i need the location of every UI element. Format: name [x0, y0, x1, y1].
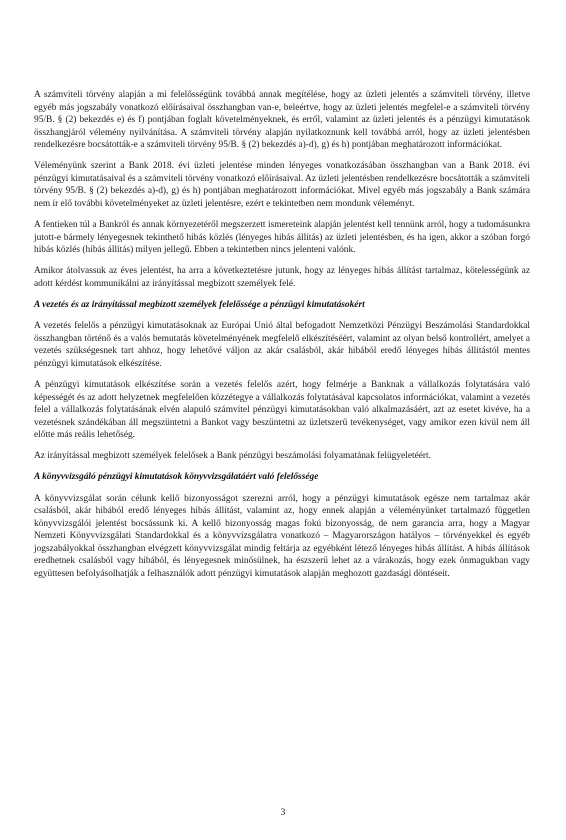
- paragraph-auditor-responsibility-business-report: A számviteli törvény alapján a mi felelősségünk továbbá annak megítélése, hogy az üzleti jelentés a számviteli törvény, illetve egyéb más jogszabály vonatkozó előírásaival összhangban van-e, beleértve, hogy az üzleti jelentés megfelel-e a számviteli törvény 95/B. § (2) bekezdés e) és f) pontjában foglalt követelményeknek, és erről, valamint az üzleti jelentés és a pénzügyi kimutatások összhangjáról vélemény nyilvánítása. A számviteli törvény alapján nyilatkoznunk kell továbbá arról, hogy az üzleti jelentésben rendelkezésre bocsátották-e a számviteli törvény 95/B. § (2) bekezdés a)-d), g) és h) pontjában meghatározott információkat.: [34, 90, 530, 151]
- heading-auditor-responsibility: A könyvvizsgáló pénzügyi kimutatások könyvvizsgálatáért való felelőssége: [34, 472, 319, 483]
- heading-management-responsibility: A vezetés és az irányítással megbízott személyek felelőssége a pénzügyi kimutatásokért: [34, 300, 365, 311]
- paragraph-opinion-business-report: Véleményünk szerint a Bank 2018. évi üzleti jelentése minden lényeges vonatkozásában összhangban van a Bank 2018. évi pénzügyi kimutatásaival és a számviteli törvény vonatkozó előírásaival. Az üzleti jelentésben rendelkezésre bocsátották a számviteli törvény 95/B. § (2) bekezdés a)-d), g) és h) pontjában meghatározott információkat. Mivel egyéb más jogszabály a Bank számára nem ír elő további követelményeket az üzleti jelentésre, ezért e tekintetben nem mondunk véleményt.: [34, 161, 530, 209]
- paragraph-management-ifrs: A vezetés felelős a pénzügyi kimutatásoknak az Európai Unió által befogadott Nemzetközi Pénzügyi Beszámolási Standardokkal összhangban történő és a valós bemutatás követelményének megfelelő elkészítéséért, valamint az olyan belső kontrollért, amelyet a vezetés szükségesnek tart ahhoz, hogy lehetővé váljon az akár csalásból, akár hibából eredő lényeges hibás állítástól mentes pénzügyi kimutatások elkészítése.: [34, 321, 530, 369]
- paragraph-going-concern: A pénzügyi kimutatások elkészítése során a vezetés felelős azért, hogy felmérje a Banknak a vállalkozás folytatására való képességét és az adott helyzetnek megfelelően közzétegye a vállalkozás folytatásával kapcsolatos információkat, valamint a vezetés felel a vállalkozás folytatásának elvén alapuló számvitel pénzügyi kimutatásokban való alkalmazásáért, azt az esetet kivéve, ha a vezetésnek szándékában áll megszüntetni a Bankot vagy beszüntetni az üzletszerű tevékenységet, vagy amikor ezen kívül nem áll előtte más reális lehetőség.: [34, 379, 530, 441]
- paragraph-reasonable-assurance: A könyvvizsgálat során célunk kellő bizonyosságot szerezni arról, hogy a pénzügyi kimutatások egésze nem tartalmaz akár csalásból, akár hibából eredő lényeges hibás állítást, valamint az, hogy ennek alapján a véleményünket tartalmazó független könyvvizsgálói jelentést bocsássunk ki. A kellő bizonyosság magas fokú bizonyosság, de nem garancia arra, hogy a Magyar Nemzeti Könyvvizsgálati Standardokkal és a könyvvizsgálatra vonatkozó – Magyarországon hatályos – törvényekkel és egyéb jogszabályokkal összhangban elvégzett könyvvizsgálat mindig feltárja az egyébként létező lényeges hibás állítást. A hibás állítások eredhetnek csalásból vagy hibából, és lényegesnek minősülnek, ha észszerű lehet az a várakozás, hogy ezek önmagukban vagy együttesen befolyásolhatják a felhasználók adott pénzügyi kimutatások alapján meghozott gazdasági döntéseit.: [34, 493, 530, 579]
- paragraph-governance-oversight: Az irányítással megbízott személyek felelősek a Bank pénzügyi beszámolási folyamatának felügyeletéért.: [34, 451, 431, 462]
- page-body: [34, 89, 530, 589]
- page-number: 3: [280, 808, 286, 818]
- paragraph-annual-report-reading: Amikor átolvassuk az éves jelentést, ha arra a következtetésre jutunk, hogy az lényeges hibás állítást tartalmaz, kötelességünk az adott kérdést kommunikálni az irányítással megbízott személyek felé.: [34, 266, 530, 289]
- paragraph-knowledge-of-bank: A fentieken túl a Bankról és annak környezetéről megszerzett ismereteink alapján jelentést kell tennünk arról, hogy a tudomásunkra jutott-e bármely lényegesnek tekinthető hibás közlés (lényeges hibás állítás) az üzleti jelentésben, és ha igen, akkor a szóban forgó hibás közlés (hibás állítás) milyen jellegű. Ebben a tekintetben nincs jelenteni valónk.: [34, 220, 530, 256]
